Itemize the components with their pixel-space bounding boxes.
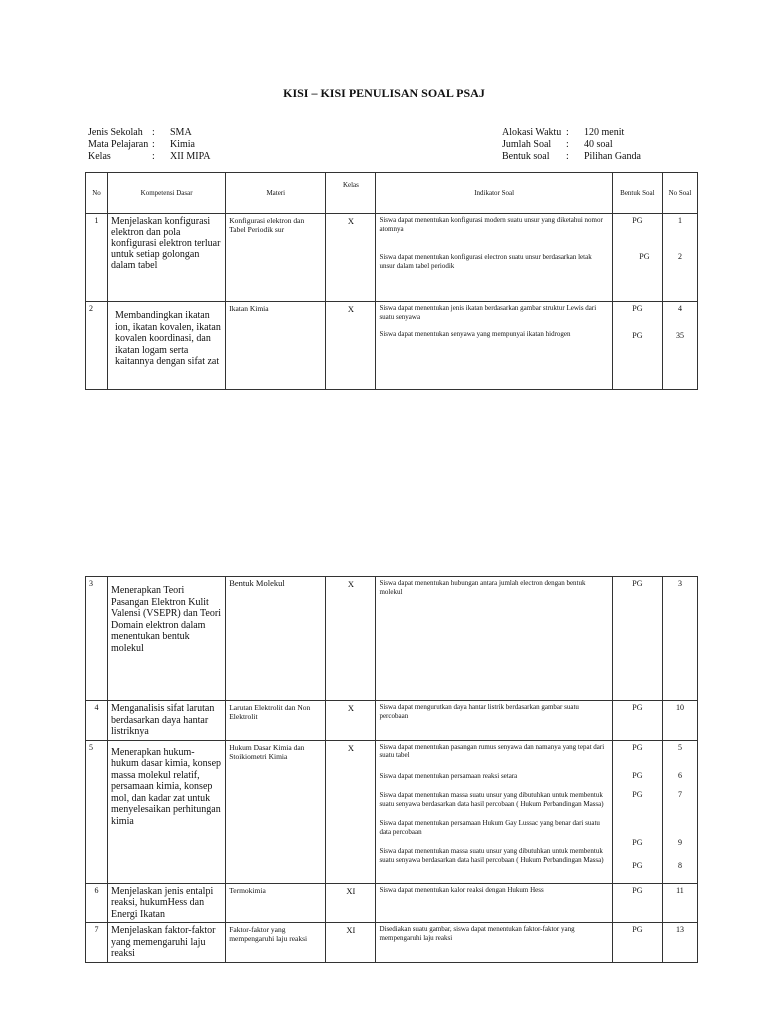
row-bentuk [612, 214, 662, 302]
header-no: No [86, 173, 108, 214]
indikator-item: Siswa dapat menentukan persamaan reaksi setara [379, 771, 518, 780]
row-indikator [376, 740, 612, 883]
row-indikator [376, 302, 612, 390]
info-value: XII MIPA [170, 151, 211, 162]
bentuk-item: PG [632, 216, 643, 225]
bentuk-item: PG [639, 252, 650, 261]
bentuk-item: PG [632, 304, 643, 313]
header-nosoal: No Soal [662, 173, 697, 214]
row-indikator [376, 701, 612, 741]
row-no: 6 [86, 883, 108, 923]
info-label: Bentuk soal [502, 151, 550, 162]
row-nosoal: 11 [662, 883, 697, 923]
nosoal-item: 4 [677, 304, 682, 313]
row-nosoal: 10 [662, 701, 697, 741]
row-no: 4 [86, 701, 108, 741]
row-indikator [376, 883, 612, 923]
row-kd: Menjelaskan konfigurasi elektron dan pola konfigurasi elektron terluar untuk setiap golongan dalam tabel [108, 214, 226, 302]
row-no: 1 [86, 214, 108, 302]
info-subject [88, 139, 210, 151]
info-label: Alokasi Waktu [502, 127, 562, 138]
info-value: 120 menit [584, 127, 625, 138]
row-nosoal [662, 302, 697, 390]
row-kd: Menjelaskan faktor-faktor yang memengaruhi laju reaksi [108, 923, 226, 963]
info-value: Pilihan Ganda [584, 151, 641, 162]
header-materi: Materi [226, 173, 326, 214]
indikator-item: Siswa dapat menentukan massa suatu unsur yang dibutuhkan untuk membentuk suatu senyawa berdasarkan data hasil percobaan ( Hukum Perbandingan Massa) [379, 847, 604, 864]
table-row [86, 214, 698, 302]
bentuk-item: PG [632, 837, 643, 847]
indikator-item: Siswa dapat mengurutkan daya hantar listrik berdasarkan gambar suatu percobaan [379, 703, 579, 720]
row-kelas: X [326, 214, 376, 302]
indikator-item: Siswa dapat menentukan konfigurasi modern suatu unsur yang diketahui nomor atomnya [379, 216, 603, 233]
header-kelas: Kelas [326, 173, 376, 214]
row-bentuk: PG [612, 701, 662, 741]
row-kelas: X [326, 302, 376, 390]
indikator-item: Siswa dapat menentukan persamaan Hukum Gay Lussac yang benar dari suatu data percobaan [379, 819, 600, 836]
row-no: 2 [86, 302, 108, 390]
nosoal-item: 6 [677, 770, 682, 780]
info-value: SMA [170, 127, 192, 138]
info-sep: : [152, 151, 155, 162]
info-label: Jenis Sekolah [88, 127, 143, 138]
table-row [86, 577, 698, 701]
row-materi: Bentuk Molekul [226, 577, 326, 701]
row-bentuk [612, 302, 662, 390]
info-left [88, 127, 210, 163]
info-count [502, 139, 641, 151]
info-label: Jumlah Soal [502, 139, 552, 150]
row-materi: Larutan Elektrolit dan Non Elektrolit [226, 701, 326, 741]
info-sep: : [152, 127, 155, 138]
row-kelas: X [326, 740, 376, 883]
row-kd [108, 577, 226, 701]
indikator-item: Siswa dapat menentukan hubungan antara jumlah electron dengan bentuk molekul [379, 579, 586, 596]
row-materi: Ikatan Kimia [226, 302, 326, 390]
grid-table-1 [85, 172, 698, 390]
row-kd [108, 302, 226, 390]
row-kd: Menganalisis sifat larutan berdasarkan daya hantar listriknya [108, 701, 226, 741]
kd-text: Menerapkan hukum-hukum dasar kimia, konsep massa molekul relatif, persamaan kimia, konsep mol, dan kadar zat untuk menyelesaikan perhitungan kimia [111, 746, 222, 827]
row-no: 5 [86, 740, 108, 883]
row-bentuk: PG [612, 923, 662, 963]
row-nosoal: 3 [662, 577, 697, 701]
info-time [502, 127, 641, 139]
row-materi: Konfigurasi elektron dan Tabel Periodik sur [226, 214, 326, 302]
bentuk-item: PG [632, 742, 643, 752]
info-class [88, 151, 210, 163]
row-kelas: X [326, 701, 376, 741]
row-kd [108, 740, 226, 883]
row-bentuk: PG [612, 883, 662, 923]
info-school [88, 127, 210, 139]
info-sep: : [566, 151, 569, 162]
table-row [86, 302, 698, 390]
grid-table-2 [85, 576, 698, 963]
header-kd: Kompetensi Dasar [108, 173, 226, 214]
row-nosoal [662, 740, 697, 883]
nosoal-item: 9 [677, 837, 682, 847]
row-indikator [376, 923, 612, 963]
bentuk-item: PG [632, 331, 643, 340]
header-indikator: Indikator Soal [376, 173, 612, 214]
kd-text: Menerapkan Teori Pasangan Elektron Kulit Valensi (VSEPR) dan Teori Domain elektron dalam menentukan bentuk molekul [111, 585, 221, 654]
info-label: Kelas [88, 151, 111, 162]
bentuk-item: PG [632, 860, 643, 870]
table-row [86, 740, 698, 883]
row-no: 7 [86, 923, 108, 963]
table-header-row [86, 173, 698, 214]
indikator-item: Siswa dapat menentukan massa suatu unsur yang dibutuhkan untuk membentuk suatu senyawa berdasarkan data hasil percobaan ( Hukum Perbandingan Massa) [379, 791, 604, 808]
info-value: Kimia [170, 139, 195, 150]
row-kelas: XI [326, 883, 376, 923]
row-nosoal [662, 214, 697, 302]
nosoal-item: 5 [677, 742, 682, 752]
nosoal-item: 2 [677, 252, 682, 261]
header-bentuk: Bentuk Soal [612, 173, 662, 214]
indikator-item: Disediakan suatu gambar, siswa dapat menentukan faktor-faktor yang mempengaruhi laju reaksi [379, 925, 575, 942]
row-kd: Menjelaskan jenis entalpi reaksi, hukumHess dan Energi Ikatan [108, 883, 226, 923]
nosoal-item: 7 [677, 789, 682, 799]
table-row [86, 923, 698, 963]
table-row [86, 883, 698, 923]
info-sep: : [152, 139, 155, 150]
info-right [502, 127, 641, 163]
indikator-item: Siswa dapat menentukan senyawa yang mempunyai ikatan hidrogen [379, 330, 571, 338]
row-materi: Termokimia [226, 883, 326, 923]
table-row [86, 701, 698, 741]
info-label: Mata Pelajaran [88, 139, 149, 150]
indikator-item: Siswa dapat menentukan pasangan rumus senyawa dan namanya yang tepat dari suatu tabel [379, 742, 605, 759]
info-value: 40 soal [584, 139, 613, 150]
row-kelas: XI [326, 923, 376, 963]
row-materi: Faktor-faktor yang mempengaruhi laju reaksi [226, 923, 326, 963]
indikator-item: Siswa dapat menentukan konfigurasi electron suatu unsur berdasarkan letak unsur dalam tabel periodik [379, 253, 592, 270]
indikator-item: Siswa dapat menentukan jenis ikatan berdasarkan gambar struktur Lewis dari suatu senyawa [379, 304, 597, 321]
row-indikator [376, 214, 612, 302]
info-sep: : [566, 139, 569, 150]
row-indikator [376, 577, 612, 701]
info-sep: : [566, 127, 569, 138]
nosoal-item: 1 [677, 216, 682, 225]
row-bentuk: PG [612, 577, 662, 701]
indikator-item: Siswa dapat menentukan kalor reaksi dengan Hukum Hess [379, 885, 544, 894]
bentuk-item: PG [632, 770, 643, 780]
nosoal-item: 8 [677, 860, 682, 870]
kd-text: Membandingkan ikatan ion, ikatan kovalen, ikatan kovalen koordinasi, dan ikatan logam serta kaitannya dengan sifat zat [115, 310, 221, 367]
info-form [502, 151, 641, 163]
row-nosoal: 13 [662, 923, 697, 963]
row-materi: Hukum Dasar Kimia dan Stoikiometri Kimia [226, 740, 326, 883]
row-bentuk [612, 740, 662, 883]
bentuk-item: PG [632, 789, 643, 799]
row-no: 3 [86, 577, 108, 701]
row-kelas: X [326, 577, 376, 701]
document-title: KISI – KISI PENULISAN SOAL PSAJ [283, 86, 485, 100]
nosoal-item: 35 [675, 331, 684, 340]
